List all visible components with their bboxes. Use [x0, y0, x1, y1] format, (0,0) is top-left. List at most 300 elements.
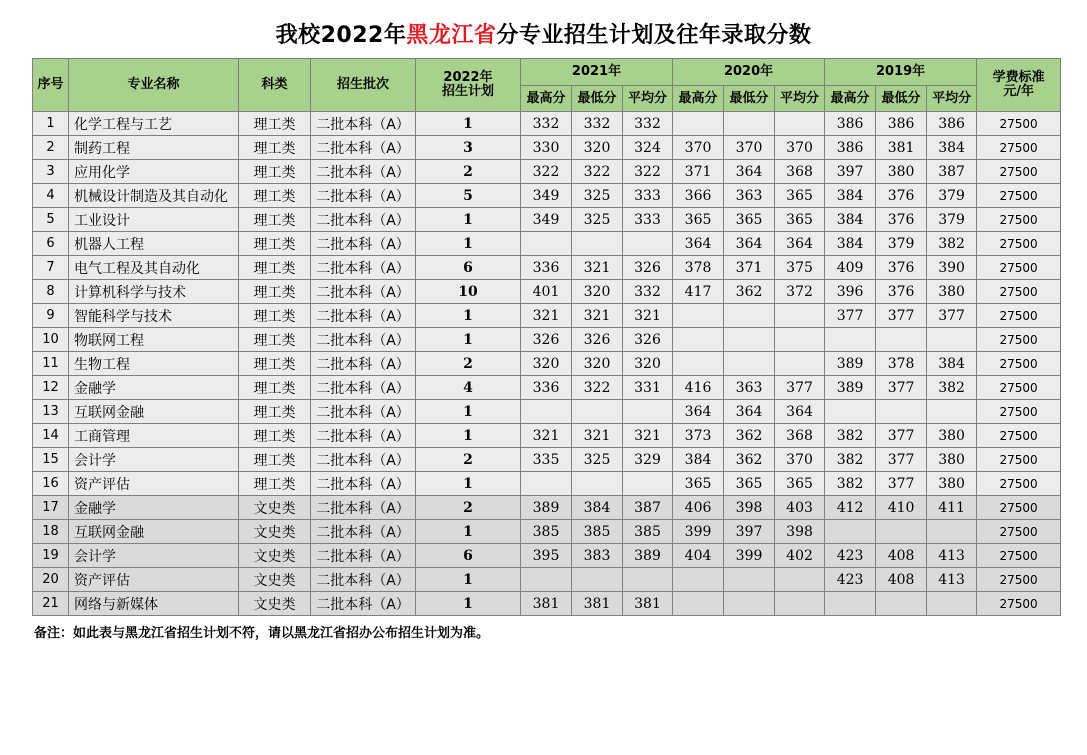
row-batch: 二批本科（A）	[311, 208, 416, 232]
row-y2019-avg	[927, 592, 977, 616]
row-y2019-avg: 379	[927, 184, 977, 208]
row-plan-2022: 5	[416, 184, 521, 208]
row-y2019-avg: 387	[927, 160, 977, 184]
row-y2019-min: 376	[876, 280, 927, 304]
row-y2020-max: 365	[673, 208, 724, 232]
row-major-name: 资产评估	[69, 472, 239, 496]
row-y2021-min: 381	[572, 592, 623, 616]
row-category: 理工类	[239, 424, 311, 448]
row-index: 6	[33, 232, 69, 256]
table-row	[33, 376, 1061, 400]
row-index: 2	[33, 136, 69, 160]
row-major-name: 物联网工程	[69, 328, 239, 352]
row-plan-2022: 10	[416, 280, 521, 304]
row-y2019-max: 396	[825, 280, 876, 304]
header-fee-line1: 学费标准	[992, 70, 1045, 85]
row-y2020-max: 366	[673, 184, 724, 208]
row-y2021-max: 335	[521, 448, 572, 472]
row-y2019-max: 389	[825, 352, 876, 376]
row-fee: 27500	[977, 496, 1061, 520]
row-batch: 二批本科（A）	[311, 496, 416, 520]
header-year-2021: 2021年	[521, 59, 673, 86]
row-y2021-min: 322	[572, 160, 623, 184]
row-y2020-avg: 375	[775, 256, 825, 280]
table-row	[33, 592, 1061, 616]
header-year-2020: 2020年	[673, 59, 825, 86]
row-y2021-min: 325	[572, 448, 623, 472]
row-y2019-max: 384	[825, 208, 876, 232]
row-y2021-max	[521, 232, 572, 256]
row-y2020-max: 373	[673, 424, 724, 448]
table-row	[33, 280, 1061, 304]
row-category: 文史类	[239, 496, 311, 520]
row-y2020-max: 365	[673, 472, 724, 496]
row-y2019-min: 408	[876, 544, 927, 568]
row-y2019-max: 423	[825, 568, 876, 592]
title-prefix: 我校2022年	[275, 23, 407, 48]
row-y2021-avg: 320	[623, 352, 673, 376]
row-fee: 27500	[977, 424, 1061, 448]
row-y2020-min: 362	[724, 448, 775, 472]
row-plan-2022: 2	[416, 352, 521, 376]
row-y2020-min: 370	[724, 136, 775, 160]
row-y2021-min	[572, 568, 623, 592]
row-y2019-max: 389	[825, 376, 876, 400]
row-y2021-min: 326	[572, 328, 623, 352]
header-major: 专业名称	[69, 59, 239, 112]
row-fee: 27500	[977, 208, 1061, 232]
row-plan-2022: 1	[416, 400, 521, 424]
row-y2020-avg: 377	[775, 376, 825, 400]
row-index: 3	[33, 160, 69, 184]
row-y2021-max: 385	[521, 520, 572, 544]
row-y2020-max	[673, 592, 724, 616]
row-category: 文史类	[239, 592, 311, 616]
row-y2020-min: 365	[724, 208, 775, 232]
row-major-name: 工商管理	[69, 424, 239, 448]
row-major-name: 互联网金融	[69, 400, 239, 424]
row-y2021-avg: 326	[623, 256, 673, 280]
header-2019-avg: 平均分	[927, 86, 977, 112]
row-batch: 二批本科（A）	[311, 424, 416, 448]
row-y2019-avg: 379	[927, 208, 977, 232]
row-y2020-max: 384	[673, 448, 724, 472]
row-y2019-min: 410	[876, 496, 927, 520]
row-y2021-min: 320	[572, 280, 623, 304]
row-y2019-max: 386	[825, 136, 876, 160]
table-row	[33, 496, 1061, 520]
row-y2020-max: 416	[673, 376, 724, 400]
row-y2021-max	[521, 400, 572, 424]
row-major-name: 计算机科学与技术	[69, 280, 239, 304]
row-category: 理工类	[239, 280, 311, 304]
row-y2019-min	[876, 400, 927, 424]
row-major-name: 工业设计	[69, 208, 239, 232]
row-y2020-min	[724, 112, 775, 136]
row-y2019-max	[825, 400, 876, 424]
row-y2021-max: 326	[521, 328, 572, 352]
row-batch: 二批本科（A）	[311, 184, 416, 208]
row-index: 5	[33, 208, 69, 232]
row-y2020-avg: 365	[775, 184, 825, 208]
row-plan-2022: 1	[416, 424, 521, 448]
row-y2019-max: 382	[825, 472, 876, 496]
row-y2019-max: 384	[825, 184, 876, 208]
header-category: 科类	[239, 59, 311, 112]
row-y2019-max: 397	[825, 160, 876, 184]
row-y2020-max: 399	[673, 520, 724, 544]
row-y2020-min: 364	[724, 232, 775, 256]
row-y2019-max: 386	[825, 112, 876, 136]
row-y2020-avg: 372	[775, 280, 825, 304]
row-y2021-max: 349	[521, 184, 572, 208]
row-index: 1	[33, 112, 69, 136]
row-plan-2022: 2	[416, 496, 521, 520]
row-y2021-avg: 331	[623, 376, 673, 400]
row-category: 理工类	[239, 112, 311, 136]
row-fee: 27500	[977, 328, 1061, 352]
row-index: 13	[33, 400, 69, 424]
row-fee: 27500	[977, 184, 1061, 208]
row-y2020-avg: 364	[775, 232, 825, 256]
row-index: 11	[33, 352, 69, 376]
row-y2021-avg: 387	[623, 496, 673, 520]
row-fee: 27500	[977, 280, 1061, 304]
header-2019-max: 最高分	[825, 86, 876, 112]
row-y2019-min: 377	[876, 448, 927, 472]
row-y2021-max: 320	[521, 352, 572, 376]
row-y2020-min: 398	[724, 496, 775, 520]
row-plan-2022: 4	[416, 376, 521, 400]
row-y2019-max: 412	[825, 496, 876, 520]
table-row	[33, 304, 1061, 328]
row-y2019-avg: 382	[927, 232, 977, 256]
row-y2020-avg	[775, 352, 825, 376]
row-y2020-avg: 402	[775, 544, 825, 568]
row-fee: 27500	[977, 136, 1061, 160]
header-fee-line2: 元/年	[1003, 84, 1034, 99]
row-major-name: 制药工程	[69, 136, 239, 160]
row-batch: 二批本科（A）	[311, 520, 416, 544]
row-y2021-avg	[623, 400, 673, 424]
row-y2020-min: 371	[724, 256, 775, 280]
row-y2019-avg: 390	[927, 256, 977, 280]
row-y2021-max: 332	[521, 112, 572, 136]
row-y2019-avg: 377	[927, 304, 977, 328]
row-y2020-min: 364	[724, 160, 775, 184]
row-y2021-avg: 326	[623, 328, 673, 352]
row-plan-2022: 1	[416, 472, 521, 496]
row-major-name: 应用化学	[69, 160, 239, 184]
row-y2021-avg: 332	[623, 280, 673, 304]
row-fee: 27500	[977, 352, 1061, 376]
table-row	[33, 184, 1061, 208]
row-y2020-avg	[775, 592, 825, 616]
table-row	[33, 160, 1061, 184]
row-y2021-min: 325	[572, 184, 623, 208]
row-y2020-avg: 403	[775, 496, 825, 520]
row-batch: 二批本科（A）	[311, 328, 416, 352]
row-y2021-avg: 329	[623, 448, 673, 472]
row-y2021-min: 321	[572, 256, 623, 280]
row-y2020-min: 397	[724, 520, 775, 544]
row-index: 16	[33, 472, 69, 496]
row-y2019-max: 384	[825, 232, 876, 256]
row-plan-2022: 1	[416, 592, 521, 616]
row-major-name: 金融学	[69, 376, 239, 400]
row-y2020-max: 406	[673, 496, 724, 520]
row-y2019-avg: 380	[927, 472, 977, 496]
row-y2021-avg	[623, 232, 673, 256]
row-major-name: 会计学	[69, 544, 239, 568]
table-row	[33, 112, 1061, 136]
row-index: 7	[33, 256, 69, 280]
row-category: 理工类	[239, 472, 311, 496]
row-batch: 二批本科（A）	[311, 448, 416, 472]
row-y2020-max	[673, 112, 724, 136]
row-fee: 27500	[977, 592, 1061, 616]
row-y2020-avg: 370	[775, 136, 825, 160]
table-row	[33, 208, 1061, 232]
row-y2020-avg: 365	[775, 472, 825, 496]
row-major-name: 智能科学与技术	[69, 304, 239, 328]
header-2019-min: 最低分	[876, 86, 927, 112]
row-y2019-max	[825, 520, 876, 544]
row-y2021-min: 320	[572, 136, 623, 160]
row-y2019-min: 381	[876, 136, 927, 160]
row-y2019-min: 380	[876, 160, 927, 184]
row-category: 理工类	[239, 208, 311, 232]
title-province: 黑龙江省	[406, 23, 497, 48]
row-major-name: 化学工程与工艺	[69, 112, 239, 136]
row-y2020-min: 364	[724, 400, 775, 424]
row-y2021-min: 320	[572, 352, 623, 376]
row-y2020-max: 371	[673, 160, 724, 184]
row-plan-2022: 6	[416, 256, 521, 280]
table-row	[33, 568, 1061, 592]
row-y2021-max	[521, 472, 572, 496]
row-batch: 二批本科（A）	[311, 160, 416, 184]
row-y2019-avg: 413	[927, 568, 977, 592]
row-y2020-avg	[775, 328, 825, 352]
row-plan-2022: 1	[416, 520, 521, 544]
row-y2021-max: 321	[521, 304, 572, 328]
row-fee: 27500	[977, 256, 1061, 280]
row-y2019-avg: 380	[927, 424, 977, 448]
row-y2019-min: 377	[876, 304, 927, 328]
row-index: 17	[33, 496, 69, 520]
row-y2021-avg: 333	[623, 184, 673, 208]
row-y2021-avg: 333	[623, 208, 673, 232]
row-y2021-avg: 324	[623, 136, 673, 160]
row-y2019-avg	[927, 520, 977, 544]
row-index: 10	[33, 328, 69, 352]
row-plan-2022: 2	[416, 160, 521, 184]
header-2021-avg: 平均分	[623, 86, 673, 112]
row-y2019-avg: 413	[927, 544, 977, 568]
row-index: 20	[33, 568, 69, 592]
row-y2019-max	[825, 328, 876, 352]
row-y2019-avg: 382	[927, 376, 977, 400]
row-y2020-max: 417	[673, 280, 724, 304]
row-index: 19	[33, 544, 69, 568]
header-2020-min: 最低分	[724, 86, 775, 112]
row-y2019-max: 377	[825, 304, 876, 328]
row-y2020-avg	[775, 304, 825, 328]
row-batch: 二批本科（A）	[311, 472, 416, 496]
row-y2019-avg: 384	[927, 136, 977, 160]
table-row	[33, 472, 1061, 496]
row-y2020-max	[673, 352, 724, 376]
row-y2021-max: 349	[521, 208, 572, 232]
row-batch: 二批本科（A）	[311, 232, 416, 256]
row-y2021-max: 389	[521, 496, 572, 520]
row-category: 文史类	[239, 544, 311, 568]
row-y2020-min: 363	[724, 184, 775, 208]
header-plan-line2: 招生计划	[441, 84, 494, 99]
table-row	[33, 544, 1061, 568]
row-plan-2022: 1	[416, 208, 521, 232]
row-y2020-min: 365	[724, 472, 775, 496]
row-batch: 二批本科（A）	[311, 376, 416, 400]
header-fee	[977, 59, 1061, 112]
row-major-name: 生物工程	[69, 352, 239, 376]
row-y2021-max: 381	[521, 592, 572, 616]
row-y2019-avg	[927, 328, 977, 352]
row-y2019-min: 379	[876, 232, 927, 256]
header-batch: 招生批次	[311, 59, 416, 112]
row-y2019-min	[876, 592, 927, 616]
row-y2021-min: 322	[572, 376, 623, 400]
row-plan-2022: 1	[416, 568, 521, 592]
table-row	[33, 424, 1061, 448]
row-y2020-max: 404	[673, 544, 724, 568]
title-suffix: 分专业招生计划及往年录取分数	[496, 23, 812, 48]
header-year-2019: 2019年	[825, 59, 977, 86]
row-y2020-avg: 398	[775, 520, 825, 544]
row-y2020-max: 364	[673, 232, 724, 256]
row-y2019-avg: 411	[927, 496, 977, 520]
table-row	[33, 352, 1061, 376]
table-row	[33, 448, 1061, 472]
row-major-name: 资产评估	[69, 568, 239, 592]
row-fee: 27500	[977, 568, 1061, 592]
row-y2021-avg: 381	[623, 592, 673, 616]
row-y2020-avg: 370	[775, 448, 825, 472]
row-y2021-max: 336	[521, 376, 572, 400]
row-y2020-min: 399	[724, 544, 775, 568]
table-body	[33, 112, 1061, 616]
row-y2020-avg	[775, 568, 825, 592]
row-fee: 27500	[977, 472, 1061, 496]
row-category: 理工类	[239, 400, 311, 424]
row-y2019-min	[876, 520, 927, 544]
row-y2021-min	[572, 400, 623, 424]
row-y2021-max	[521, 568, 572, 592]
row-index: 9	[33, 304, 69, 328]
row-y2020-min: 363	[724, 376, 775, 400]
row-y2021-min: 321	[572, 304, 623, 328]
row-y2021-max: 395	[521, 544, 572, 568]
row-fee: 27500	[977, 520, 1061, 544]
row-y2019-max: 382	[825, 448, 876, 472]
row-y2019-min: 376	[876, 208, 927, 232]
row-y2020-min: 362	[724, 280, 775, 304]
row-y2021-min	[572, 232, 623, 256]
table-row	[33, 256, 1061, 280]
row-y2020-min	[724, 592, 775, 616]
header-2020-max: 最高分	[673, 86, 724, 112]
row-index: 14	[33, 424, 69, 448]
row-y2021-max: 330	[521, 136, 572, 160]
row-y2020-avg: 365	[775, 208, 825, 232]
footnote: 备注：如此表与黑龙江省招生计划不符，请以黑龙江省招办公布招生计划为准。	[34, 626, 490, 641]
row-y2021-min: 332	[572, 112, 623, 136]
row-major-name: 机械设计制造及其自动化	[69, 184, 239, 208]
row-y2019-avg: 380	[927, 448, 977, 472]
row-y2021-avg: 321	[623, 424, 673, 448]
row-plan-2022: 6	[416, 544, 521, 568]
row-major-name: 金融学	[69, 496, 239, 520]
row-index: 21	[33, 592, 69, 616]
row-major-name: 电气工程及其自动化	[69, 256, 239, 280]
row-category: 理工类	[239, 136, 311, 160]
row-batch: 二批本科（A）	[311, 304, 416, 328]
table-row	[33, 136, 1061, 160]
row-y2020-max	[673, 568, 724, 592]
row-y2021-min: 321	[572, 424, 623, 448]
row-fee: 27500	[977, 544, 1061, 568]
page-title	[0, 18, 1087, 49]
row-major-name: 互联网金融	[69, 520, 239, 544]
row-batch: 二批本科（A）	[311, 592, 416, 616]
row-y2021-max: 336	[521, 256, 572, 280]
row-y2019-min: 376	[876, 256, 927, 280]
row-y2020-max: 378	[673, 256, 724, 280]
row-batch: 二批本科（A）	[311, 256, 416, 280]
row-y2019-min: 377	[876, 424, 927, 448]
row-y2019-avg: 384	[927, 352, 977, 376]
admission-table	[32, 58, 1061, 616]
row-index: 18	[33, 520, 69, 544]
row-y2019-min: 376	[876, 184, 927, 208]
row-y2021-avg	[623, 568, 673, 592]
row-y2019-min: 377	[876, 472, 927, 496]
header-plan-2022	[416, 59, 521, 112]
row-y2021-min: 384	[572, 496, 623, 520]
row-y2020-min	[724, 352, 775, 376]
row-plan-2022: 3	[416, 136, 521, 160]
table-row	[33, 232, 1061, 256]
row-batch: 二批本科（A）	[311, 136, 416, 160]
row-index: 4	[33, 184, 69, 208]
row-y2020-min	[724, 328, 775, 352]
row-y2019-avg	[927, 400, 977, 424]
row-y2019-min: 386	[876, 112, 927, 136]
row-y2020-max	[673, 328, 724, 352]
row-y2019-max	[825, 592, 876, 616]
row-y2019-avg: 380	[927, 280, 977, 304]
row-batch: 二批本科（A）	[311, 280, 416, 304]
row-category: 理工类	[239, 376, 311, 400]
row-y2021-min: 325	[572, 208, 623, 232]
row-y2020-max: 364	[673, 400, 724, 424]
row-y2021-max: 401	[521, 280, 572, 304]
row-major-name: 网络与新媒体	[69, 592, 239, 616]
table-row	[33, 400, 1061, 424]
row-y2019-min: 378	[876, 352, 927, 376]
row-y2021-avg: 322	[623, 160, 673, 184]
